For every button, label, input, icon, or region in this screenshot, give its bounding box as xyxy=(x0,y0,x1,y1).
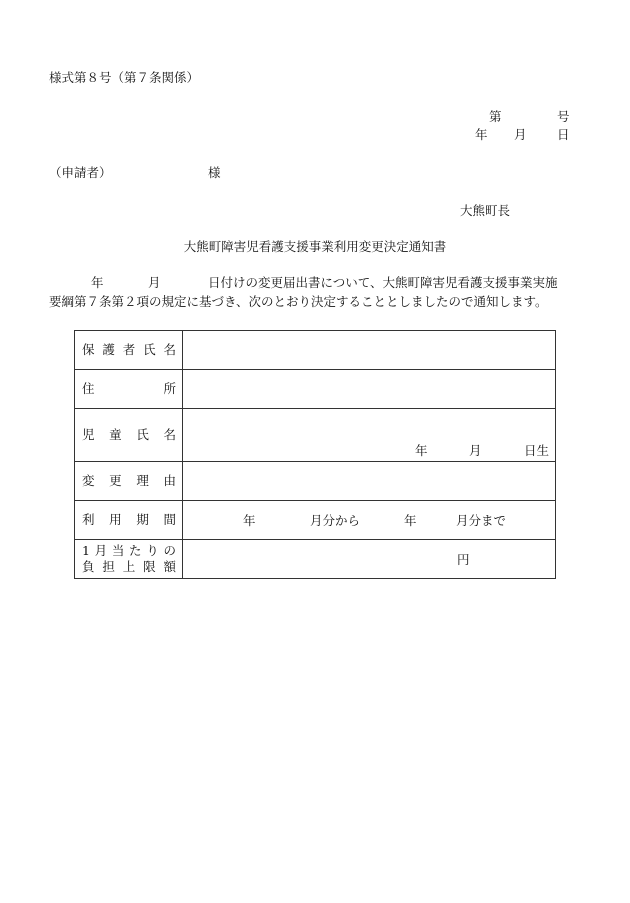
period-row xyxy=(75,501,556,540)
issuer-name: 大熊町長 xyxy=(460,203,511,218)
limit-yen-unit: 円 xyxy=(457,552,470,567)
birth-day-label: 日生 xyxy=(524,443,550,458)
document-number-suffix: 号 xyxy=(557,109,570,124)
guardian-label-cell xyxy=(75,331,183,370)
child-row xyxy=(75,409,556,462)
child-value-cell[interactable] xyxy=(183,409,556,462)
change-reason-label: 変 更 理 由 xyxy=(82,473,176,488)
limit-row xyxy=(75,540,556,579)
period-value-cell[interactable] xyxy=(183,501,556,540)
guardian-value-cell[interactable] xyxy=(183,331,556,370)
period-from-year: 年 xyxy=(243,513,256,528)
document-number-prefix: 第 xyxy=(489,109,502,124)
address-label-cell xyxy=(75,370,183,409)
address-value-cell[interactable] xyxy=(183,370,556,409)
body-text-line1: 日付けの変更届出書について、大熊町障害児看護支援事業実施 xyxy=(208,275,558,290)
birth-month-label: 月 xyxy=(469,443,482,458)
period-to-year: 年 xyxy=(404,513,417,528)
child-label-cell xyxy=(75,409,183,462)
applicant-honorific: 様 xyxy=(208,165,221,180)
period-label-cell xyxy=(75,501,183,540)
limit-label-line2: 負 担 上 限 額 xyxy=(82,559,176,574)
issue-date-day: 日 xyxy=(557,127,570,142)
limit-value-cell[interactable] xyxy=(183,540,556,579)
limit-label-cell xyxy=(75,540,183,579)
body-text-line2: 要綱第７条第２項の規定に基づき、次のとおり決定することとしましたので通知します。 xyxy=(49,294,548,309)
applicant-label: （申請者） xyxy=(49,165,112,180)
period-to-month: 月分まで xyxy=(456,513,507,528)
form-number: 様式第８号（第７条関係） xyxy=(49,70,200,85)
reason-value-cell[interactable] xyxy=(183,462,556,501)
reason-row xyxy=(75,462,556,501)
guardian-label: 保 護 者 氏 名 xyxy=(82,342,176,357)
limit-label-line1: 1 月 当 た り の xyxy=(82,543,176,558)
body-month: 月 xyxy=(148,275,161,290)
period-from-month: 月分から xyxy=(310,513,361,528)
child-name-label: 児 童 氏 名 xyxy=(82,427,176,442)
document-title: 大熊町障害児看護支援事業利用変更決定通知書 xyxy=(183,239,447,254)
birth-year-label: 年 xyxy=(415,443,428,458)
address-row xyxy=(75,370,556,409)
address-label: 住 所 xyxy=(82,381,176,396)
usage-period-label: 利 用 期 間 xyxy=(82,512,176,527)
guardian-row xyxy=(75,331,556,370)
reason-label-cell xyxy=(75,462,183,501)
notification-form-table xyxy=(74,330,556,579)
issue-date-month: 月 xyxy=(514,127,527,142)
body-year: 年 xyxy=(91,275,104,290)
issue-date-year: 年 xyxy=(475,127,488,142)
